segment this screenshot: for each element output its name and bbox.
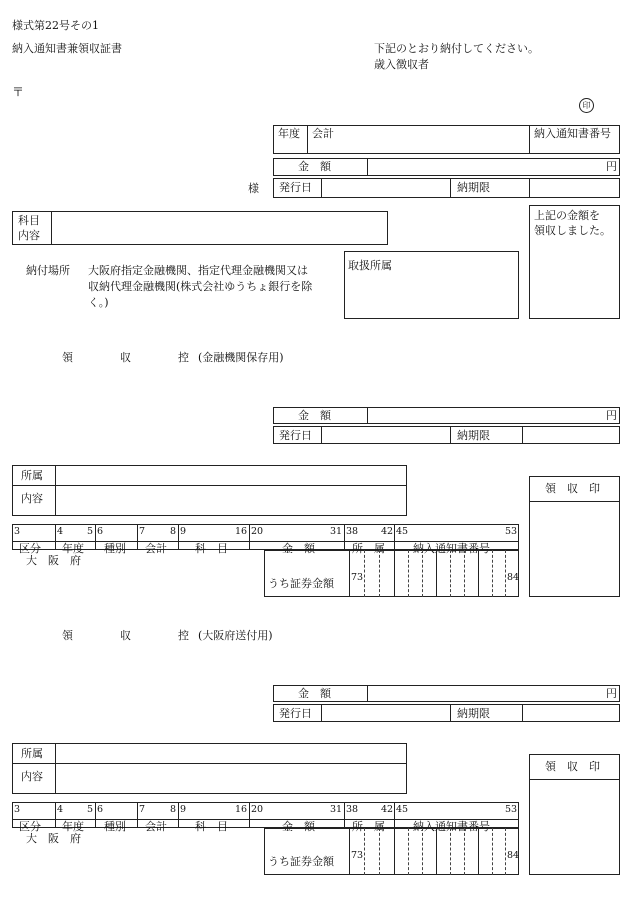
handler-label: 取扱所属	[348, 259, 392, 272]
col-header: 科 目	[195, 542, 228, 555]
col-header: 金 額	[282, 820, 315, 833]
section-title-1: 領	[62, 351, 73, 364]
col-num: 53	[505, 526, 518, 537]
col-header: 会計	[145, 542, 167, 555]
dept-label: 所属	[21, 469, 43, 482]
form-number: 様式第22号その1	[12, 19, 99, 32]
seal-icon: 印	[579, 98, 594, 113]
due-date-label: 納期限	[457, 181, 490, 194]
section-title-3: 控	[178, 351, 189, 364]
year-label: 年度	[278, 127, 300, 140]
receipt-section-bank	[0, 352, 630, 602]
place-text-3: く。)	[88, 296, 109, 309]
section-title-3: 控	[178, 629, 189, 642]
due-date-label: 納期限	[457, 707, 490, 720]
received-note-1: 上記の金額を	[534, 209, 600, 222]
col-num: 42	[381, 804, 394, 815]
col-num: 8	[170, 804, 177, 815]
issue-date-label: 発行日	[279, 707, 312, 720]
col-header: 年度	[62, 820, 84, 833]
col-header: 納入通知書番号	[413, 542, 490, 555]
col-num: 16	[235, 526, 248, 537]
subject-box	[12, 211, 388, 245]
section-purpose: (大阪府送付用)	[198, 629, 273, 642]
col-num: 4	[57, 526, 64, 537]
received-note-2: 領収しました。	[534, 224, 611, 237]
col-num: 6	[97, 804, 104, 815]
col-num: 31	[330, 526, 343, 537]
content-label: 内容	[18, 229, 40, 242]
yen-unit: 円	[606, 409, 617, 422]
yen-unit: 円	[606, 687, 617, 700]
col-header: 区分	[19, 820, 41, 833]
notice-number-label: 納入通知書番号	[534, 127, 611, 140]
col-num: 4	[57, 804, 64, 815]
col-num: 7	[139, 526, 146, 537]
col-num: 42	[381, 526, 394, 537]
amount-label: 金 額	[298, 687, 331, 700]
col-num: 31	[330, 804, 343, 815]
content-label: 内容	[21, 770, 43, 783]
col-num: 20	[251, 526, 264, 537]
col-header: 納入通知書番号	[413, 820, 490, 833]
yen-unit: 円	[606, 160, 617, 173]
col-num: 8	[170, 526, 177, 537]
issue-date-label: 発行日	[279, 429, 312, 442]
place-text-2: 収納代理金融機関(株式会社ゆうちょ銀行を除	[88, 280, 313, 293]
n84: 84	[507, 850, 520, 861]
col-num: 5	[87, 804, 94, 815]
col-num: 53	[505, 804, 518, 815]
stamp-label: 領 収 印	[545, 760, 600, 773]
n84: 84	[507, 572, 520, 583]
amount-label: 金 額	[298, 409, 331, 422]
col-num: 7	[139, 804, 146, 815]
receipt-box	[529, 205, 620, 319]
instruction-text: 下記のとおり納付してください。	[374, 42, 539, 55]
account-label: 会計	[312, 127, 334, 140]
col-num: 45	[396, 804, 409, 815]
section-title-2: 収	[120, 351, 131, 364]
securities-label: うち証券金額	[268, 855, 334, 868]
amount-label: 金 額	[298, 160, 331, 173]
prefecture-label: 大 阪 府	[26, 832, 81, 845]
col-header: 区分	[19, 542, 41, 555]
place-label: 納付場所	[26, 264, 70, 277]
n73: 73	[351, 850, 364, 861]
content-label: 内容	[21, 492, 43, 505]
col-num: 38	[346, 526, 359, 537]
prefecture-label: 大 阪 府	[26, 554, 81, 567]
postal-mark-icon: 〒	[12, 85, 25, 99]
stamp-label: 領 収 印	[545, 482, 600, 495]
col-num: 3	[14, 526, 21, 537]
col-header: 金 額	[282, 542, 315, 555]
col-header: 所 属	[352, 542, 385, 555]
receipt-section-prefecture	[0, 630, 630, 880]
collector-label: 歳入徴収者	[374, 58, 429, 71]
honorific-label: 様	[248, 182, 259, 195]
section-title-2: 収	[120, 629, 131, 642]
col-header: 所 属	[352, 820, 385, 833]
col-header: 年度	[62, 542, 84, 555]
col-num: 6	[97, 526, 104, 537]
due-date-label: 納期限	[457, 429, 490, 442]
place-text-1: 大阪府指定金融機関、指定代理金融機関又は	[88, 264, 308, 277]
col-header: 種別	[104, 542, 126, 555]
col-num: 5	[87, 526, 94, 537]
col-header: 会計	[145, 820, 167, 833]
section-purpose: (金融機関保存用)	[198, 351, 284, 364]
dept-label: 所属	[21, 747, 43, 760]
col-num: 45	[396, 526, 409, 537]
col-header: 種別	[104, 820, 126, 833]
subject-label: 科目	[18, 214, 40, 227]
col-num: 9	[180, 526, 187, 537]
col-num: 16	[235, 804, 248, 815]
col-num: 20	[251, 804, 264, 815]
col-header: 科 目	[195, 820, 228, 833]
n73: 73	[351, 572, 364, 583]
col-num: 9	[180, 804, 187, 815]
securities-label: うち証券金額	[268, 577, 334, 590]
issue-date-label: 発行日	[279, 181, 312, 194]
issue-due-row	[273, 178, 620, 198]
col-num: 3	[14, 804, 21, 815]
col-num: 38	[346, 804, 359, 815]
form-title: 納入通知書兼領収証書	[12, 42, 122, 55]
section-title-1: 領	[62, 629, 73, 642]
